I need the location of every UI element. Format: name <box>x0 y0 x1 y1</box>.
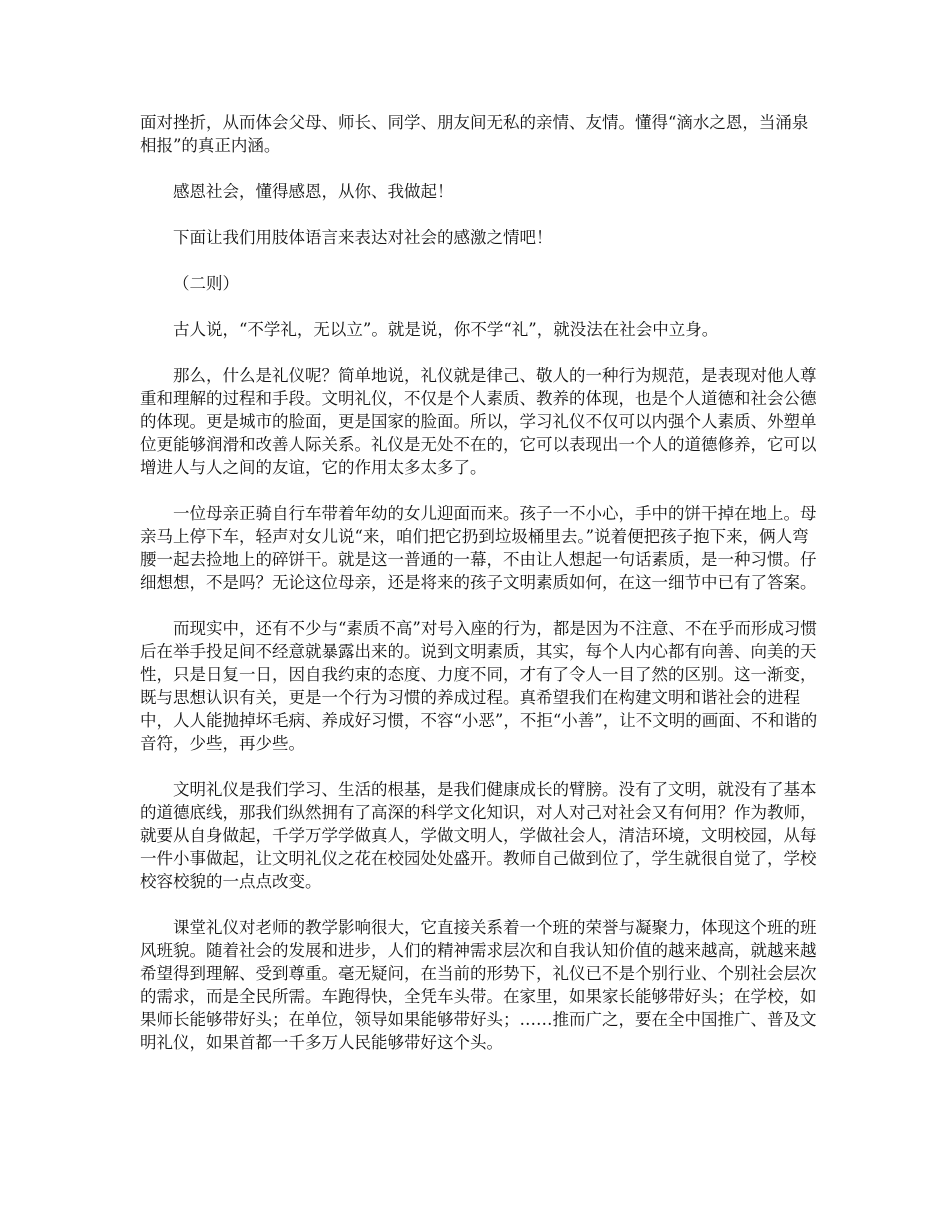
paragraph-10: 课堂礼仪对老师的教学影响很大，它直接关系着一个班的荣誉与凝聚力，体现这个班的班风班貌。随着社会的发展和进步，人们的精神需求层次和自我认知价值的越来越高，就越来越希望得到理解、受到尊重。毫无疑问，在当前的形势下，礼仪已不是个别行业、个别社会层次的需求，而是全民所需。车跑得快，全凭车头带。在家里，如果家长能够带好头；在学校，如果师长能够带好头；在单位，领导如果能够带好头；……推而广之，要在全中国推广、普及文明礼仪，如果首都一千多万人民能够带好这个头。 <box>140 918 817 1052</box>
section-heading: （二则） <box>173 274 239 293</box>
document-body <box>140 111 820 1077</box>
paragraph-6: 那么，什么是礼仪呢？简单地说，礼仪就是律己、敬人的一种行为规范，是表现对他人尊重和理解的过程和手段。文明礼仪，不仅是个人素质、教养的体现，也是个人道德和社会公德的体现。更是城市的脸面，更是国家的脸面。所以，学习礼仪不仅可以内强个人素质、外塑单位更能够润滑和改善人际关系。礼仪是无处不在的，它可以表现出一个人的道德修养，它可以增进人与人之间的友谊，它的作用太多太多了。 <box>140 366 817 477</box>
paragraph-5: 古人说，“不学礼，无以立”。就是说，你不学“礼”，就没法在社会中立身。 <box>173 320 719 339</box>
paragraph-2: 感恩社会，懂得感恩，从你、我做起！ <box>173 182 454 201</box>
paragraph-9: 文明礼仪是我们学习、生活的根基，是我们健康成长的臂膀。没有了文明，就没有了基本的道德底线，那我们纵然拥有了高深的科学文化知识，对人对己对社会又有何用？作为教师，就要从自身做起，千学万学学做真人，学做文明人，学做社会人，清洁环境，文明校园，从每一件小事做起，让文明礼仪之花在校园处处盛开。教师自己做到位了，学生就很自觉了，学校校容校貌的一点点改变。 <box>140 780 817 891</box>
paragraph-7: 一位母亲正骑自行车带着年幼的女儿迎面而来。孩子一不小心，手中的饼干掉在地上。母亲马上停下车，轻声对女儿说“来，咱们把它扔到垃圾桶里去。”说着便把孩子抱下来，俩人弯腰一起去捡地上的碎饼干。就是这一普通的一幕，不由让人想起一句话素质，是一种习惯。仔细想想，不是吗？无论这位母亲，还是将来的孩子文明素质如何，在这一细节中已有了答案。 <box>140 504 817 592</box>
paragraph-3: 下面让我们用肢体语言来表达对社会的感激之情吧！ <box>173 228 553 247</box>
paragraph-1: 面对挫折，从而体会父母、师长、同学、朋友间无私的亲情、友情。懂得“滴水之恩，当涌泉相报”的真正内涵。 <box>140 113 809 155</box>
paragraph-8: 而现实中，还有不少与“素质不高”对号入座的行为，都是因为不注意、不在乎而形成习惯后在举手投足间不经意就暴露出来的。说到文明素质，其实，每个人内心都有向善、向美的天性，只是日复一日，因自我约束的态度、力度不同，才有了令人一目了然的区别。这一渐变，既与思想认识有关，更是一个行为习惯的养成过程。真希望我们在构建文明和谐社会的进程中，人人能抛掉坏毛病、养成好习惯，不容“小恶”，不拒“小善”，让不文明的画面、不和谐的音符，少些，再少些。 <box>140 619 818 753</box>
